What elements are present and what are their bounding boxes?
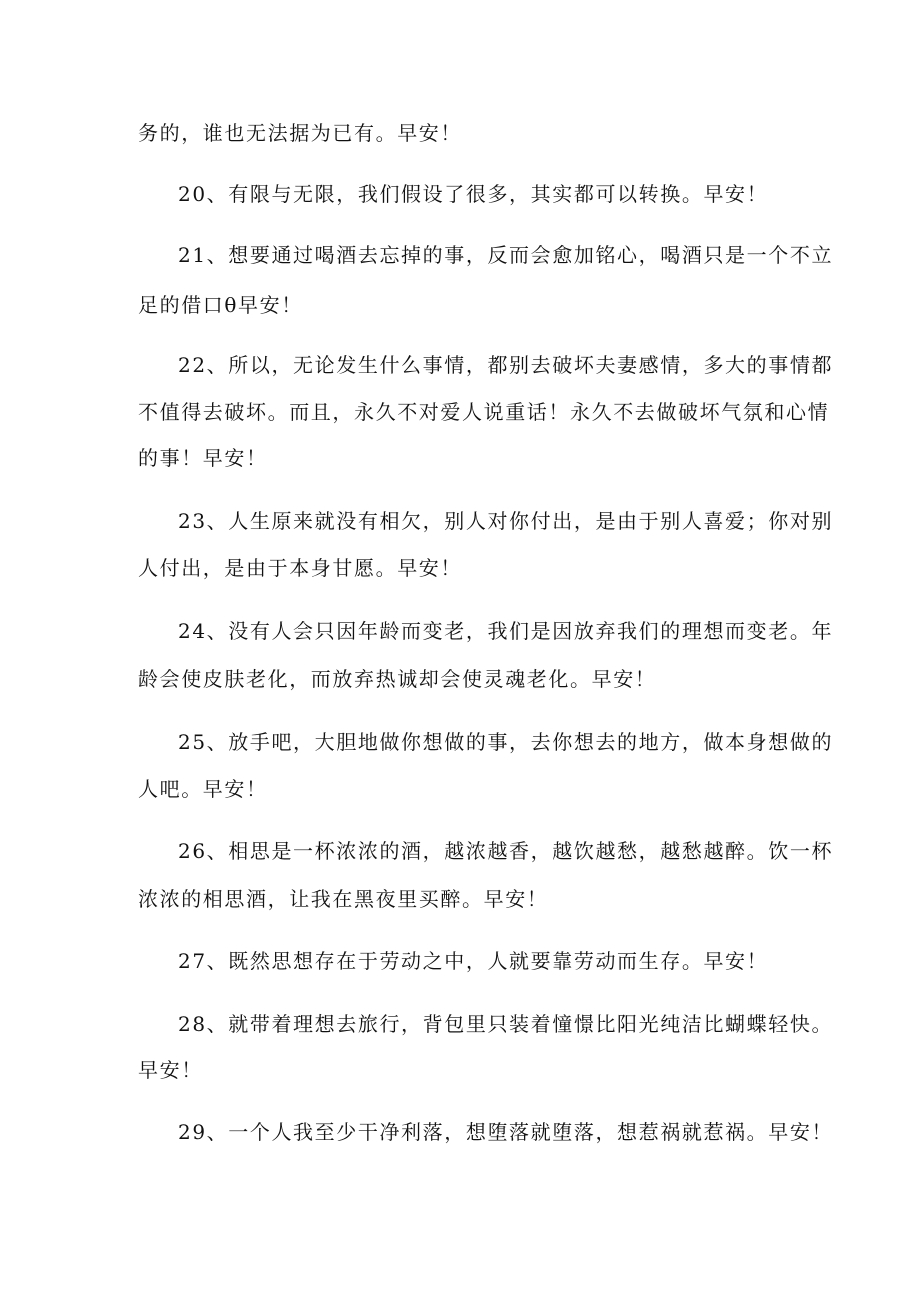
text-line: 人付出，是由于本身甘愿。早安！ bbox=[138, 556, 462, 580]
text-line: 务的，谁也无法据为已有。早安！ bbox=[138, 121, 462, 145]
text-line: 浓浓的相思酒，让我在黑夜里买醉。早安！ bbox=[138, 887, 549, 911]
text-line: 龄会使皮肤老化，而放弃热诚却会使灵魂老化。早安！ bbox=[138, 667, 657, 691]
text-line: 23、人生原来就没有相欠，别人对你付出，是由于别人喜爱；你对别 bbox=[178, 509, 834, 533]
text-line: 24、没有人会只因年龄而变老，我们是因放弃我们的理想而变老。年 bbox=[178, 619, 834, 643]
text-line: 的事！早安！ bbox=[138, 446, 268, 470]
text-line: 26、相思是一杯浓浓的酒，越浓越香，越饮越愁，越愁越醉。饮一杯 bbox=[178, 839, 834, 863]
text-line: 早安！ bbox=[138, 1058, 203, 1082]
text-line: 人吧。早安！ bbox=[138, 777, 268, 801]
text-line: 不值得去破坏。而且，永久不对爱人说重话！永久不去做破坏气氛和心情 bbox=[138, 400, 830, 424]
text-line: 21、想要通过喝酒去忘掉的事，反而会愈加铭心，喝酒只是一个不立 bbox=[178, 243, 834, 267]
text-line: 足的借口θ早安！ bbox=[138, 293, 303, 317]
text-line: 25、放手吧，大胆地做你想做的事，去你想去的地方，做本身想做的 bbox=[178, 730, 834, 754]
text-line: 28、就带着理想去旅行，背包里只装着憧憬比阳光纯洁比蝴蝶轻快。 bbox=[178, 1012, 834, 1036]
text-line: 29、一个人我至少干净利落，想堕落就堕落，想惹祸就惹祸。早安！ bbox=[178, 1120, 834, 1144]
text-line: 27、既然思想存在于劳动之中，人就要靠劳动而生存。早安！ bbox=[178, 949, 769, 973]
text-line: 20、有限与无限，我们假设了很多，其实都可以转换。早安！ bbox=[178, 182, 769, 206]
text-line: 22、所以，无论发生什么事情，都别去破坏夫妻感情，多大的事情都 bbox=[178, 353, 834, 377]
